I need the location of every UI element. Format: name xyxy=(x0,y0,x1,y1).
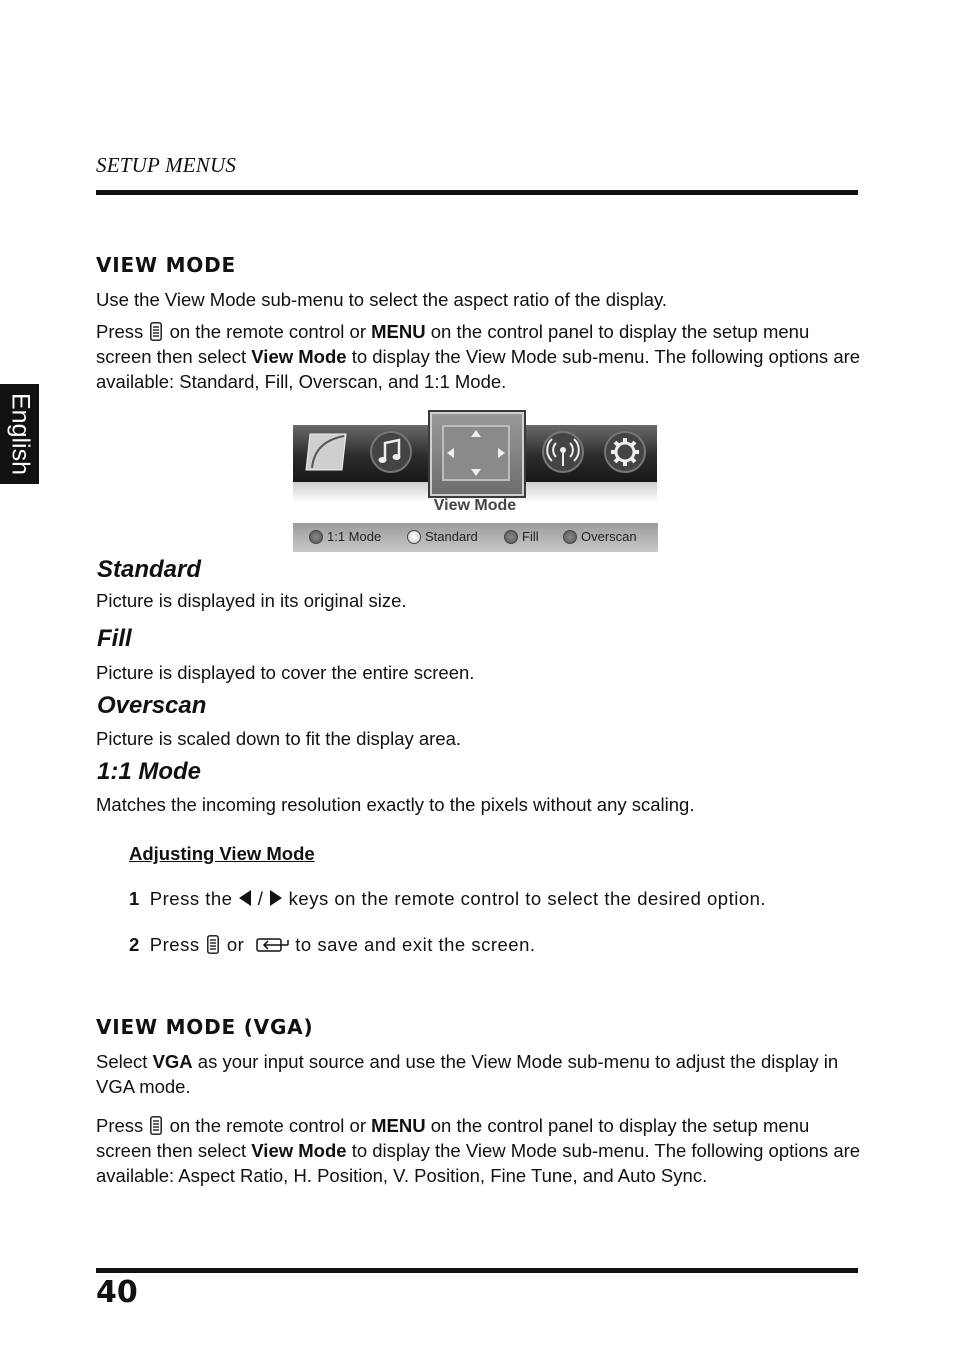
view-mode-intro: Use the View Mode sub-menu to select the aspect ratio of the display. xyxy=(96,289,668,310)
music-note-icon xyxy=(369,430,413,474)
option-title-fill: Fill xyxy=(97,625,132,652)
radio-icon xyxy=(309,530,323,544)
adjusting-heading: Adjusting View Mode xyxy=(129,843,315,864)
view-mode-instructions: Press on the remote control or MENU on the control panel to display the setup menu screen then select View Mode to display the View Mode sub-menu. The following options are available: Standard, Fill, Overscan, and 1:1 Mode. xyxy=(96,321,861,392)
option-title-overscan: Overscan xyxy=(97,692,207,719)
radio-selected-icon xyxy=(407,530,421,544)
option-desc-fill: Picture is displayed to cover the entire screen. xyxy=(96,662,475,683)
running-header: SETUP MENUS xyxy=(96,153,237,177)
left-arrow-icon xyxy=(238,889,252,907)
language-tab-label: English xyxy=(6,393,34,475)
view-mode-arrows-icon xyxy=(441,424,511,482)
footer-rule xyxy=(96,1268,858,1273)
remote-menu-icon xyxy=(150,1116,162,1135)
vga-intro: Select VGA as your input source and use the View Mode sub-menu to adjust the display in VGA mode. xyxy=(96,1051,839,1097)
right-arrow-icon xyxy=(269,889,283,907)
option-title-1-1-mode: 1:1 Mode xyxy=(97,758,202,785)
page-number: 40 xyxy=(96,1275,138,1310)
osd-option-standard[interactable]: Standard xyxy=(407,529,478,544)
step-2: 2 Press or to save and exit the screen. xyxy=(129,934,536,955)
wireless-icon xyxy=(541,430,585,474)
option-desc-1-1-mode: Matches the incoming resolution exactly to the pixels without any scaling. xyxy=(96,794,695,815)
osd-option-bar xyxy=(293,523,658,552)
option-desc-overscan: Picture is scaled down to fit the display area. xyxy=(96,728,462,749)
remote-menu-icon xyxy=(207,935,219,954)
section-heading-view-mode: VIEW MODE xyxy=(96,253,236,277)
radio-icon xyxy=(563,530,577,544)
step-1: 1 Press the / keys on the remote control to select the desired option. xyxy=(129,888,767,909)
section-heading-view-mode-vga: VIEW MODE (VGA) xyxy=(96,1015,314,1039)
option-title-standard: Standard xyxy=(97,556,202,583)
settings-gear-icon xyxy=(603,430,647,474)
osd-option-1-1-mode[interactable]: 1:1 Mode xyxy=(309,529,381,544)
osd-option-overscan[interactable]: Overscan xyxy=(563,529,637,544)
osd-option-fill[interactable]: Fill xyxy=(504,529,539,544)
exit-icon xyxy=(256,937,290,953)
remote-menu-icon xyxy=(150,322,162,341)
language-tab xyxy=(0,384,39,484)
vga-instructions: Press on the remote control or MENU on the control panel to display the setup menu screen then select View Mode to display the View Mode sub-menu. The following options are available: Aspect Ratio, H. Position, V. Position, Fine Tune, and Auto Sync. xyxy=(96,1115,861,1186)
option-desc-standard: Picture is displayed in its original size. xyxy=(96,590,407,611)
picture-icon xyxy=(300,430,352,478)
osd-focused-label: View Mode xyxy=(433,497,517,514)
header-rule xyxy=(96,190,858,195)
radio-icon xyxy=(504,530,518,544)
